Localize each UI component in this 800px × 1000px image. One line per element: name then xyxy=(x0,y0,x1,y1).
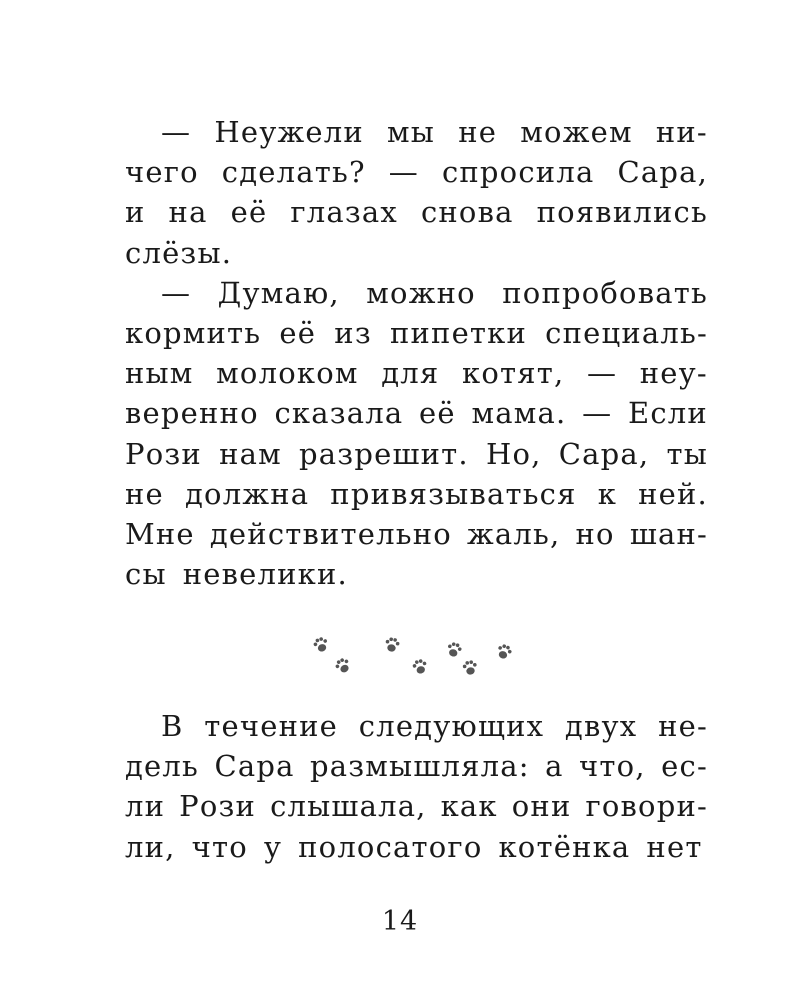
word: ли xyxy=(125,789,166,824)
text-line xyxy=(125,273,708,313)
word: её xyxy=(279,315,317,350)
word: чего xyxy=(125,155,199,190)
word: мы xyxy=(387,115,436,149)
word: действительно xyxy=(209,516,452,551)
word: ней. xyxy=(638,476,708,511)
word: — xyxy=(586,356,618,391)
text-line xyxy=(125,313,708,353)
word: что xyxy=(191,829,248,864)
word: ес- xyxy=(661,749,708,784)
word: дель xyxy=(125,749,200,784)
word: Если xyxy=(627,396,708,431)
word: попробовать xyxy=(502,275,708,310)
word: В xyxy=(161,709,184,743)
word: ным xyxy=(125,356,194,391)
word: должна xyxy=(184,476,310,511)
text-line xyxy=(125,474,708,514)
word: пипетки xyxy=(389,315,528,350)
paw-print-icon xyxy=(446,641,463,658)
paw-print-icon xyxy=(412,658,429,675)
text-line xyxy=(125,112,708,152)
paragraph-1 xyxy=(125,112,708,273)
word: ли, xyxy=(125,829,176,864)
word: спросила xyxy=(441,155,595,190)
word: что, xyxy=(579,749,646,784)
paw-print-icon xyxy=(384,637,400,653)
word: котёнка xyxy=(498,829,631,864)
word: появились xyxy=(536,195,708,230)
word: Сара, xyxy=(617,155,708,190)
paragraph-2 xyxy=(125,273,708,595)
text-line xyxy=(125,393,708,433)
word: Но, xyxy=(485,436,542,471)
text-line xyxy=(125,353,708,393)
text-line xyxy=(125,554,708,594)
text-line xyxy=(125,514,708,554)
word: кормить xyxy=(125,315,262,350)
word: невелики. xyxy=(182,557,348,592)
text-line xyxy=(125,786,708,826)
word: слёзы. xyxy=(125,235,233,270)
text-line xyxy=(125,827,708,867)
word: Рози xyxy=(125,436,202,471)
word: на xyxy=(168,195,208,230)
word: котят, xyxy=(462,356,565,391)
word: молоком xyxy=(216,356,359,391)
word: можем xyxy=(520,115,633,149)
text-line xyxy=(125,233,708,273)
word: — xyxy=(161,115,192,149)
word: Сара, xyxy=(558,436,650,471)
word: — xyxy=(582,396,613,431)
word: мама. xyxy=(471,396,567,431)
word: сы xyxy=(125,557,167,592)
text-line xyxy=(125,152,708,192)
paw-print-icon xyxy=(333,656,352,675)
word: следующих xyxy=(358,709,545,743)
text-block-top xyxy=(125,112,708,594)
word: разрешит. xyxy=(299,436,469,471)
paw-prints-divider xyxy=(0,630,800,680)
word: неу- xyxy=(639,356,708,391)
word: ни- xyxy=(655,115,708,149)
word: течение xyxy=(204,709,339,743)
word: — xyxy=(161,275,192,310)
paw-print-icon xyxy=(495,643,513,661)
word: Сара xyxy=(214,749,295,784)
text-block-bottom xyxy=(125,706,708,867)
text-line xyxy=(125,434,708,474)
word: нам xyxy=(219,436,282,471)
paragraph-3 xyxy=(125,706,708,867)
word: Неужели xyxy=(214,115,364,149)
word: у xyxy=(263,829,283,864)
word: сказала xyxy=(274,396,404,431)
paw-print-icon xyxy=(312,636,330,654)
word: сделать? xyxy=(221,155,366,190)
word: не xyxy=(125,476,164,511)
word: привязываться xyxy=(330,476,577,511)
word: слышала, xyxy=(270,789,427,824)
text-line xyxy=(125,192,708,232)
word: её xyxy=(419,396,456,431)
word: и xyxy=(125,195,146,230)
word: глазах xyxy=(290,195,398,230)
word: размышляла: xyxy=(310,749,530,784)
word: а xyxy=(545,749,564,784)
word: как xyxy=(440,789,498,824)
word: шан- xyxy=(629,516,708,551)
word: можно xyxy=(366,275,476,310)
word: полосатого xyxy=(298,829,483,864)
text-line xyxy=(125,706,708,746)
word: двух xyxy=(564,709,638,743)
word: — xyxy=(388,155,419,190)
word: но xyxy=(575,516,615,551)
text-line xyxy=(125,746,708,786)
word: говори- xyxy=(585,789,708,824)
word: ты xyxy=(666,436,708,471)
word: для xyxy=(381,356,440,391)
word: не xyxy=(458,115,498,149)
word: веренно xyxy=(125,396,259,431)
word: Мне xyxy=(125,516,195,551)
word: нет xyxy=(646,829,703,864)
word: её xyxy=(230,195,268,230)
word: Рози xyxy=(179,789,257,824)
word: снова xyxy=(420,195,514,230)
page-number: 14 xyxy=(381,906,419,937)
word: не- xyxy=(658,709,708,743)
word: к xyxy=(597,476,618,511)
paw-print-icon xyxy=(462,660,478,676)
word: из xyxy=(334,315,372,350)
word: жаль, xyxy=(467,516,561,551)
word: Думаю, xyxy=(217,275,340,310)
word: они xyxy=(511,789,572,824)
word: специаль- xyxy=(545,315,708,350)
